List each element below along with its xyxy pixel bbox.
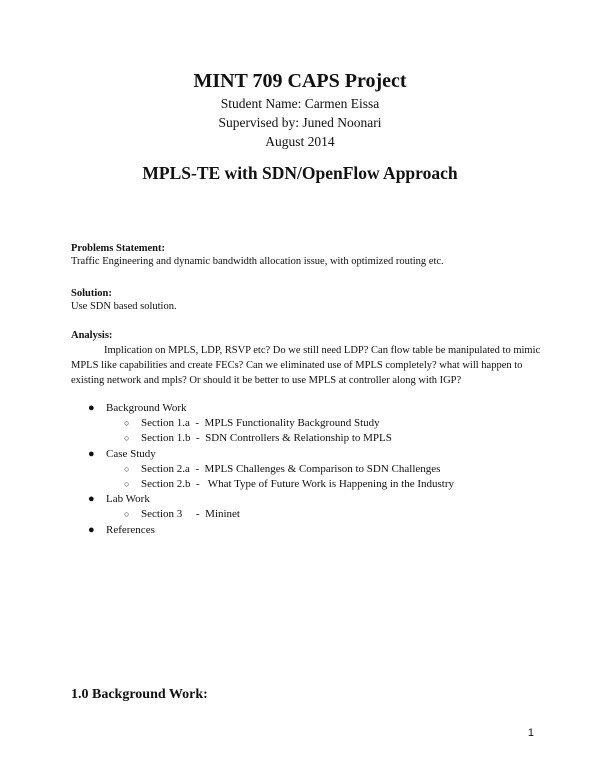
list-subitem	[88, 477, 548, 492]
solution-text: Use SDN based solution.	[71, 300, 177, 312]
solution-section	[71, 288, 551, 313]
list-subitem	[88, 431, 548, 446]
outline-subitem-label: Section 3 - Mininet	[141, 508, 240, 521]
outline-subitem-label: Section 1.b - SDN Controllers & Relationship to MPLS	[141, 432, 392, 445]
document-date: August 2014	[265, 134, 335, 149]
problems-section	[71, 243, 551, 268]
page-number: 1	[527, 727, 534, 739]
outline-subitem-label: Section 2.a - MPLS Challenges & Comparison to SDN Challenges	[141, 462, 441, 475]
list-item	[88, 447, 548, 462]
sub-bullet-icon: ○	[124, 418, 130, 429]
sub-bullet-icon: ○	[124, 463, 130, 474]
bullet-icon: ●	[88, 523, 95, 536]
list-item	[88, 492, 548, 507]
solution-label: Solution:	[71, 288, 112, 299]
background-work-heading: 1.0 Background Work:	[71, 687, 208, 702]
list-subitem	[88, 462, 548, 477]
problems-text: Traffic Engineering and dynamic bandwidth allocation issue, with optimized routing etc.	[71, 255, 444, 267]
sub-bullet-icon: ○	[124, 509, 130, 520]
outline-subitem-label: Section 1.a - MPLS Functionality Background Study	[141, 417, 380, 430]
supervisor-name: Supervised by: Juned Noonari	[218, 115, 382, 130]
list-subitem	[88, 507, 548, 522]
outline-item-label: Lab Work	[106, 493, 150, 506]
bullet-icon: ●	[88, 402, 95, 414]
list-item	[88, 401, 548, 416]
student-name: Student Name: Carmen Eissa	[220, 96, 380, 111]
main-heading: MPLS-TE with SDN/OpenFlow Approach	[142, 163, 458, 183]
outline-list	[88, 401, 548, 538]
list-subitem	[88, 416, 548, 431]
outline-item-label: References	[106, 523, 155, 536]
bullet-icon: ●	[88, 447, 95, 460]
outline-item-label: Background Work	[106, 402, 187, 414]
outline-subitem-label: Section 2.b - What Type of Future Work is Happening in the Industry	[141, 477, 455, 490]
problems-label: Problems Statement:	[71, 243, 165, 254]
outline-item-label: Case Study	[106, 447, 156, 460]
analysis-section	[71, 330, 551, 388]
bullet-icon: ●	[88, 493, 95, 506]
list-item	[88, 523, 548, 538]
sub-bullet-icon: ○	[124, 478, 130, 489]
sub-bullet-icon: ○	[124, 433, 130, 444]
analysis-label: Analysis:	[71, 330, 113, 341]
analysis-text: Implication on MPLS, LDP, RSVP etc? Do we still need LDP? Can flow table be manipulated to mimic MPLS like capabilities and create FECs? Can we eliminated use of MPLS completely? what will happen to existing network and mpls? Or should it be better to use MPLS at controller along with IGP?	[71, 344, 541, 386]
document-title: MINT 709 CAPS Project	[193, 70, 407, 92]
